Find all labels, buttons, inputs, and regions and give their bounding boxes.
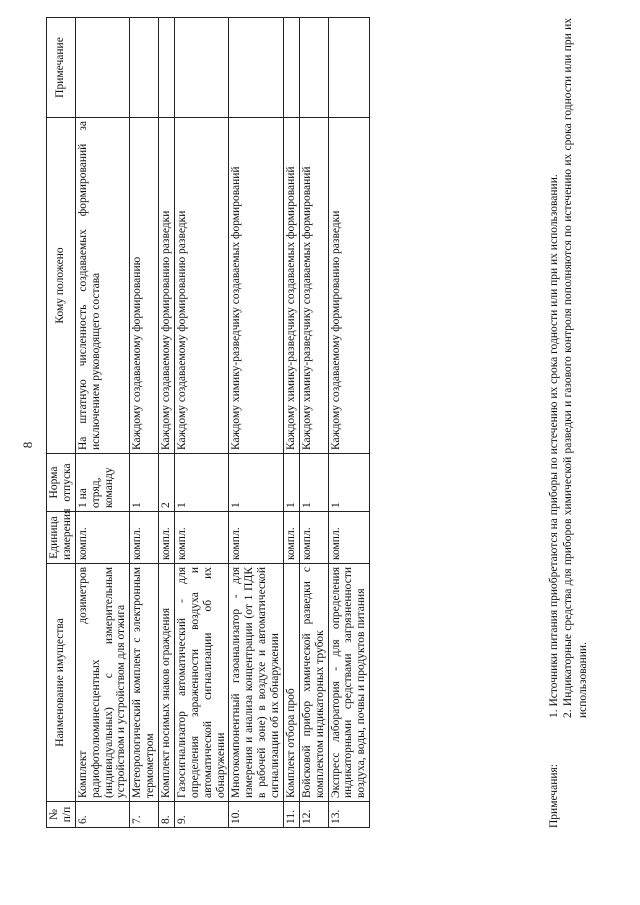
- table-row: [299, 18, 328, 828]
- cell-note: [174, 18, 229, 118]
- cell-norm: 1: [130, 454, 159, 512]
- cell-unit: компл.: [174, 512, 229, 564]
- cell-unit: компл.: [328, 512, 370, 564]
- header-note: Примечание: [47, 18, 76, 118]
- cell-number: 11.: [283, 802, 299, 828]
- note-item: 2. Индикаторные средства для приборов химической разведки и газового контроля пополняются по истечению их срока годности или при их использовании.: [562, 18, 589, 718]
- cell-note: [75, 18, 130, 118]
- cell-unit: компл.: [75, 512, 130, 564]
- cell-recipient: Каждому создаваемому формированию разведки: [328, 118, 370, 454]
- cell-recipient: Каждому создаваемому формированию: [130, 118, 159, 454]
- cell-item-name: Экспресс лаборатория - для определения индикаторными средствами загрязненности воздуха, воды, почвы и продуктов питания: [328, 564, 370, 802]
- cell-unit: компл.: [299, 512, 328, 564]
- cell-number: 13.: [328, 802, 370, 828]
- cell-item-name: Войсковой прибор химической разведки с комплектом индикаторных трубок: [299, 564, 328, 802]
- cell-number: 8.: [159, 802, 175, 828]
- table-row: [283, 18, 299, 828]
- cell-number: 6.: [75, 802, 130, 828]
- cell-recipient: На штатную численность создаваемых формирований за исключением руководящего состава: [75, 118, 130, 454]
- cell-norm: 1: [283, 454, 299, 512]
- cell-unit: компл.: [159, 512, 175, 564]
- table-row: [174, 18, 229, 828]
- header-unit: Единица измерения: [47, 512, 76, 564]
- cell-item-name: Многокомпонентный газоанализатор - для измерения и анализа концентрации (от 1 ПДК в рабочей зоне) в воздухе и автоматической сигнализации об их обнаружении: [229, 564, 284, 802]
- cell-recipient: Каждому химику-разведчику создаваемых формирований: [229, 118, 284, 454]
- table-row: [75, 18, 130, 828]
- cell-recipient: Каждому создаваемому формированию разведки: [159, 118, 175, 454]
- header-item-name: Наименование имущества: [47, 564, 76, 802]
- table-header-row: [47, 18, 76, 828]
- cell-note: [130, 18, 159, 118]
- notes-list: [547, 18, 590, 718]
- note-item: 1. Источники питания приобретаются на приборы по истечению их срока годности или при их использовании.: [548, 174, 560, 718]
- table-row: [130, 18, 159, 828]
- cell-number: 12.: [299, 802, 328, 828]
- cell-note: [299, 18, 328, 118]
- rotated-document-page: [12, 0, 612, 890]
- cell-unit: компл.: [283, 512, 299, 564]
- cell-note: [283, 18, 299, 118]
- cell-norm: 1: [229, 454, 284, 512]
- table-row: [159, 18, 175, 828]
- cell-norm: 1: [174, 454, 229, 512]
- cell-item-name: Комплект отбора проб: [283, 564, 299, 802]
- cell-item-name: Комплект дозиметров радиофотолюминесцентных (индивидуальных) с измерительным устройством и устройством для отжига: [75, 564, 130, 802]
- cell-note: [159, 18, 175, 118]
- cell-note: [229, 18, 284, 118]
- table-row: [328, 18, 370, 828]
- cell-recipient: Каждому химику-разведчику создаваемых формирований: [299, 118, 328, 454]
- header-recipient: Кому положено: [47, 118, 76, 454]
- cell-norm: 1: [328, 454, 370, 512]
- cell-item-name: Метеорологический комплект с электронным термометром: [130, 564, 159, 802]
- cell-recipient: Каждому создаваемому формированию разведки: [174, 118, 229, 454]
- header-number: № п/п: [47, 802, 76, 828]
- table-row: [229, 18, 284, 828]
- cell-norm: 1 на отряд, команду: [75, 454, 130, 512]
- cell-norm: 2: [159, 454, 175, 512]
- cell-unit: компл.: [229, 512, 284, 564]
- notes-label: Примечания:: [548, 764, 560, 828]
- cell-number: 7.: [130, 802, 159, 828]
- cell-item-name: Комплект носимых знаков ограждения: [159, 564, 175, 802]
- header-norm: Норма отпуска: [47, 454, 76, 512]
- cell-recipient: Каждому химику-разведчику создаваемых формирований: [283, 118, 299, 454]
- cell-note: [328, 18, 370, 118]
- cell-number: 10.: [229, 802, 284, 828]
- cell-number: 9.: [174, 802, 229, 828]
- page-number: 8: [20, 441, 35, 449]
- inventory-table: [46, 17, 370, 828]
- cell-item-name: Газосигнализатор автоматический - для определения зараженности воздуха и автоматической сигнализации об их обнаружении: [174, 564, 229, 802]
- cell-unit: компл.: [130, 512, 159, 564]
- cell-norm: 1: [299, 454, 328, 512]
